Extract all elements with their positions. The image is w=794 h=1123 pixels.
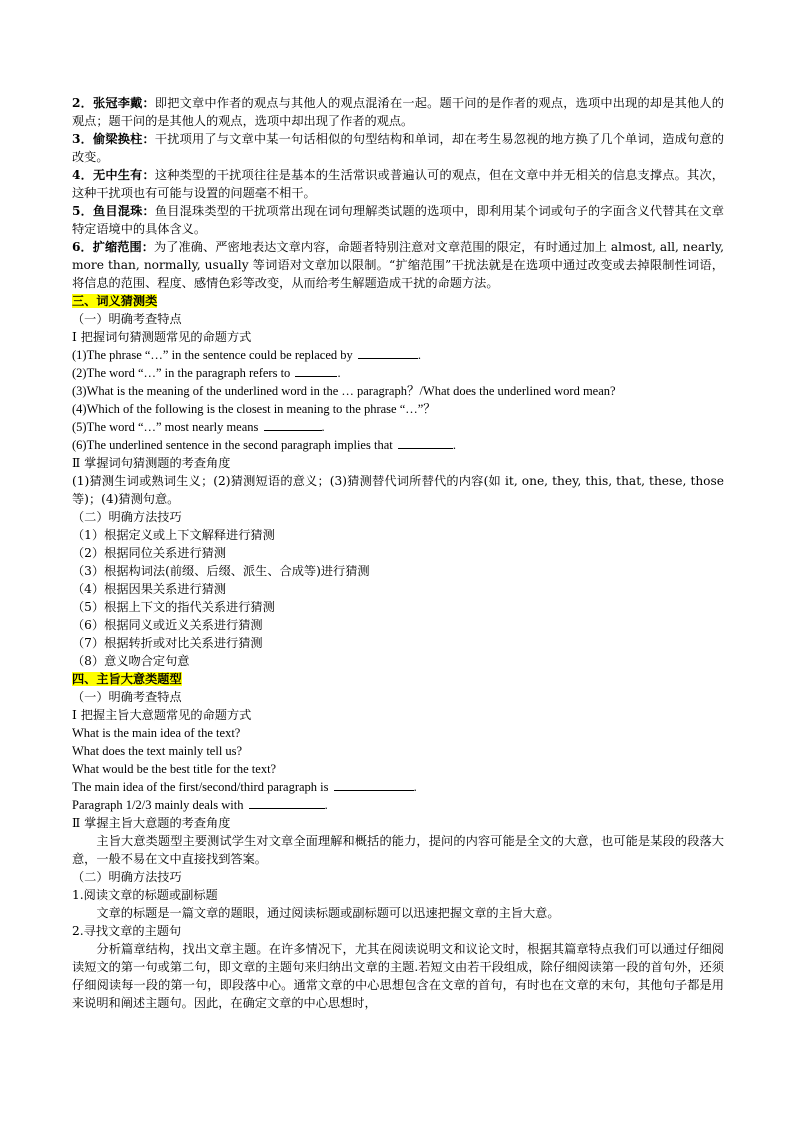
subheading: （一）明确考查特点 — [72, 690, 182, 704]
method-item: （7）根据转折或对比关系进行猜测 — [72, 636, 263, 650]
distractor-label: 2．张冠李戴： — [72, 96, 155, 110]
question-form: What would be the best title for the text? — [72, 762, 277, 776]
answer-blank — [264, 418, 322, 431]
distractor-text: 鱼目混珠类型的干扰项常出现在词句理解类试题的选项中，即利用某个词或句子的字面含义代替其在文章特定语境中的具体含义。 — [72, 204, 724, 236]
question-form — [72, 778, 724, 796]
subheading: （一）明确考查特点 — [72, 312, 182, 326]
punct: . — [321, 420, 325, 434]
distractor-type-5 — [72, 202, 724, 238]
method-item: （2）根据同位关系进行猜测 — [72, 546, 227, 560]
distractor-type-3 — [72, 130, 724, 166]
method-item: （8）意义吻合定句意 — [72, 654, 190, 668]
punct: . — [452, 438, 456, 452]
section-heading — [72, 292, 724, 310]
answer-blank — [295, 364, 337, 377]
question-form: What does the text mainly tell us? — [72, 744, 243, 758]
method-item: （1）根据定义或上下文解释进行猜测 — [72, 528, 275, 542]
question-text: (5)The word “…” most nearly means — [72, 420, 259, 434]
question-form: What is the main idea of the text? — [72, 726, 241, 740]
question-form: (4)Which of the following is the closest in meaning to the phrase “…”？ — [72, 402, 436, 416]
question-form — [72, 364, 724, 382]
distractor-type-6 — [72, 238, 724, 292]
subheading: （二）明确方法技巧 — [72, 870, 182, 884]
distractor-label: 3．偷梁换柱： — [72, 132, 155, 146]
document-page — [72, 94, 724, 1012]
question-form — [72, 796, 724, 814]
distractor-text: 即把文章中作者的观点与其他人的观点混淆在一起。题干问的是作者的观点，选项中出现的却是其他人的观点；题干问的是其他人的观点，选项中却出现了作者的观点。 — [72, 96, 724, 128]
question-text: (6)The underlined sentence in the second paragraph implies that — [72, 438, 393, 452]
subheading: （二）明确方法技巧 — [72, 510, 182, 524]
question-text: (1)The phrase “…” in the sentence could be replaced by — [72, 348, 353, 362]
answer-blank — [334, 778, 414, 791]
question-text: (2)The word “…” in the paragraph refers to — [72, 366, 291, 380]
answer-blank — [398, 436, 453, 449]
paragraph: 分析篇章结构，找出文章主题。在许多情况下，尤其在阅读说明文和议论文时，根据其篇章特点我们可以通过仔细阅读短文的第一句或第二句，即文章的主题句来归纳出文章的主题.若短文由若干段组成，除仔细阅读第一段的首句外，还须仔细阅读每一段的第一句，即段落中心。通常文章的中心思想包含在文章的首句，有时也在文章的末句，其他句子都是用来说明和阐述主题句。因此，在确定文章的中心思想时， — [72, 942, 724, 1010]
distractor-label: 4．无中生有： — [72, 168, 155, 182]
question-text: Paragraph 1/2/3 mainly deals with — [72, 798, 244, 812]
section-heading — [72, 670, 724, 688]
distractor-label: 5．鱼目混珠： — [72, 204, 155, 218]
method-title: 2.寻找文章的主题句 — [72, 924, 182, 938]
punct: . — [337, 366, 341, 380]
punct: . — [417, 348, 422, 362]
question-form — [72, 418, 724, 436]
distractor-text: 为了准确、严密地表达文章内容，命题者特别注意对文章范围的限定，有时通过加上 almost, all, nearly, more than, normally, usually 等词语对文章加以限制。“扩缩范围”干扰法就是在选项中通过改变或去掉限制性词语，将信息的范围、程度、感情色彩等改变，从而给考生解题造成干扰的命题方法。 — [72, 240, 724, 290]
paragraph: 主旨大意类题型主要测试学生对文章全面理解和概括的能力，提问的内容可能是全文的大意，也可能是某段的段落大意，一般不易在文中直接找到答案。 — [72, 834, 724, 866]
assessment-angles: (1)猜测生词或熟词生义；(2)猜测短语的意义；(3)猜测替代词所替代的内容(如 it, one, they, this, that, these, those 等)；(4)猜测句意。 — [72, 474, 724, 506]
part-heading: Ⅰ 把握词句猜测题常见的命题方式 — [72, 330, 252, 344]
section-heading-text: 三、词义猜测类 — [72, 294, 158, 308]
part-heading: Ⅱ 掌握词句猜测题的考查角度 — [72, 456, 231, 470]
distractor-label: 6．扩缩范围： — [72, 240, 154, 254]
distractor-text: 这种类型的干扰项往往是基本的生活常识或普遍认可的观点，但在文章中并无相关的信息支撑点。其次，这种干扰项也有可能与设置的问题毫不相干。 — [72, 168, 724, 200]
distractor-type-2 — [72, 94, 724, 130]
section-heading-text: 四、主旨大意类题型 — [72, 672, 182, 686]
part-heading: Ⅱ 掌握主旨大意题的考查角度 — [72, 816, 231, 830]
paragraph: 文章的标题是一篇文章的题眼，通过阅读标题或副标题可以迅速把握文章的主旨大意。 — [96, 906, 560, 920]
answer-blank — [249, 796, 325, 809]
part-heading: Ⅰ 把握主旨大意题常见的命题方式 — [72, 708, 252, 722]
method-item: （3）根据构词法(前缀、后缀、派生、合成等)进行猜测 — [72, 564, 370, 578]
punct: . — [413, 780, 417, 794]
distractor-type-4 — [72, 166, 724, 202]
distractor-text: 干扰项用了与文章中某一句话相似的句型结构和单词，却在考生易忽视的地方换了几个单词，造成句意的改变。 — [72, 132, 724, 164]
question-text: The main idea of the first/second/third paragraph is — [72, 780, 329, 794]
answer-blank — [358, 346, 418, 359]
method-item: （6）根据同义或近义关系进行猜测 — [72, 618, 263, 632]
question-form — [72, 346, 724, 364]
method-item: （4）根据因果关系进行猜测 — [72, 582, 227, 596]
method-title: 1.阅读文章的标题或副标题 — [72, 888, 218, 902]
method-item: （5）根据上下文的指代关系进行猜测 — [72, 600, 275, 614]
punct: . — [324, 798, 328, 812]
question-form: (3)What is the meaning of the underlined word in the … paragraph？/What does the underlined word mean? — [72, 384, 616, 398]
question-form — [72, 436, 724, 454]
